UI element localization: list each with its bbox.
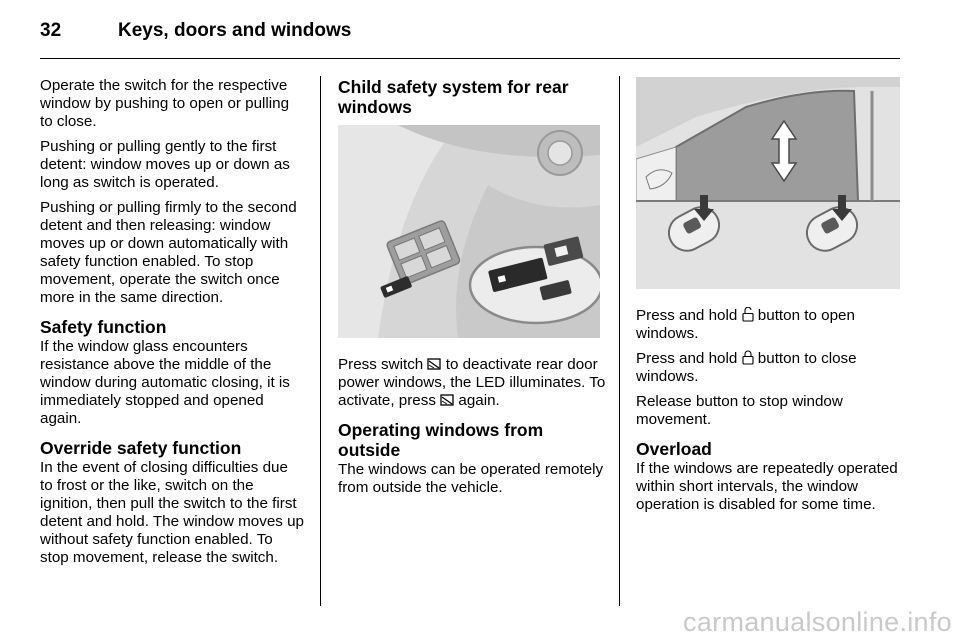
paragraph: The windows can be operated remotely from outside the vehicle. bbox=[338, 461, 604, 496]
lock-button-icon bbox=[742, 350, 754, 365]
paragraph: Pushing or pulling gently to the first detent: window moves up or down as long as switch is operated. bbox=[40, 138, 290, 191]
page-header bbox=[40, 14, 900, 59]
page-title: Keys, doors and windows bbox=[118, 20, 352, 41]
unlock-button-icon bbox=[742, 307, 754, 322]
paragraph: Pushing or pulling firmly to the second detent and then releasing: window moves up or down automatically with safety function enabled. To stop movement, operate the switch once more in the same direction. bbox=[40, 199, 297, 306]
watermark: carmanualsonline.info bbox=[683, 607, 952, 637]
page-number: 32 bbox=[40, 20, 62, 41]
paragraph: If the window glass encounters resistance above the middle of the window during automatic closing, it is immediately stopped and opened again. bbox=[40, 338, 290, 427]
paragraph-child-lock: Press switch to deactivate rear door power windows, the LED illuminates. To activate, press again. bbox=[338, 356, 606, 409]
column-2 bbox=[338, 77, 606, 504]
section-heading-child-safety: Child safety system for rear windows bbox=[338, 77, 569, 117]
paragraph: If the windows are repeatedly operated within short intervals, the window operation is disabled for some time. bbox=[636, 460, 898, 513]
section-heading-overload: Overload bbox=[636, 439, 712, 459]
paragraph-open: Press and hold button to open windows. bbox=[636, 307, 855, 342]
paragraph: Operate the switch for the respective window by pushing to open or pulling to close. bbox=[40, 77, 290, 130]
section-heading-safety: Safety function bbox=[40, 317, 167, 337]
paragraph: Release button to stop window movement. bbox=[636, 393, 843, 428]
column-divider bbox=[320, 76, 321, 606]
child-lock-window-icon bbox=[427, 357, 441, 371]
remote-key-window-illustration bbox=[636, 77, 900, 289]
column-divider bbox=[619, 76, 620, 606]
column-1 bbox=[40, 77, 304, 574]
paragraph-close: Press and hold button to close windows. bbox=[636, 350, 857, 385]
door-switch-illustration bbox=[338, 125, 600, 338]
column-3 bbox=[636, 77, 902, 521]
section-heading-override: Override safety function bbox=[40, 438, 242, 458]
child-lock-window-icon bbox=[440, 393, 454, 407]
paragraph: In the event of closing difficulties due to frost or the like, switch on the ignition, then pull the switch to the first detent and hold. The window moves up without safety function enabled. To stop movement, release the switch. bbox=[40, 459, 304, 566]
section-heading-outside: Operating windows from outside bbox=[338, 420, 544, 460]
